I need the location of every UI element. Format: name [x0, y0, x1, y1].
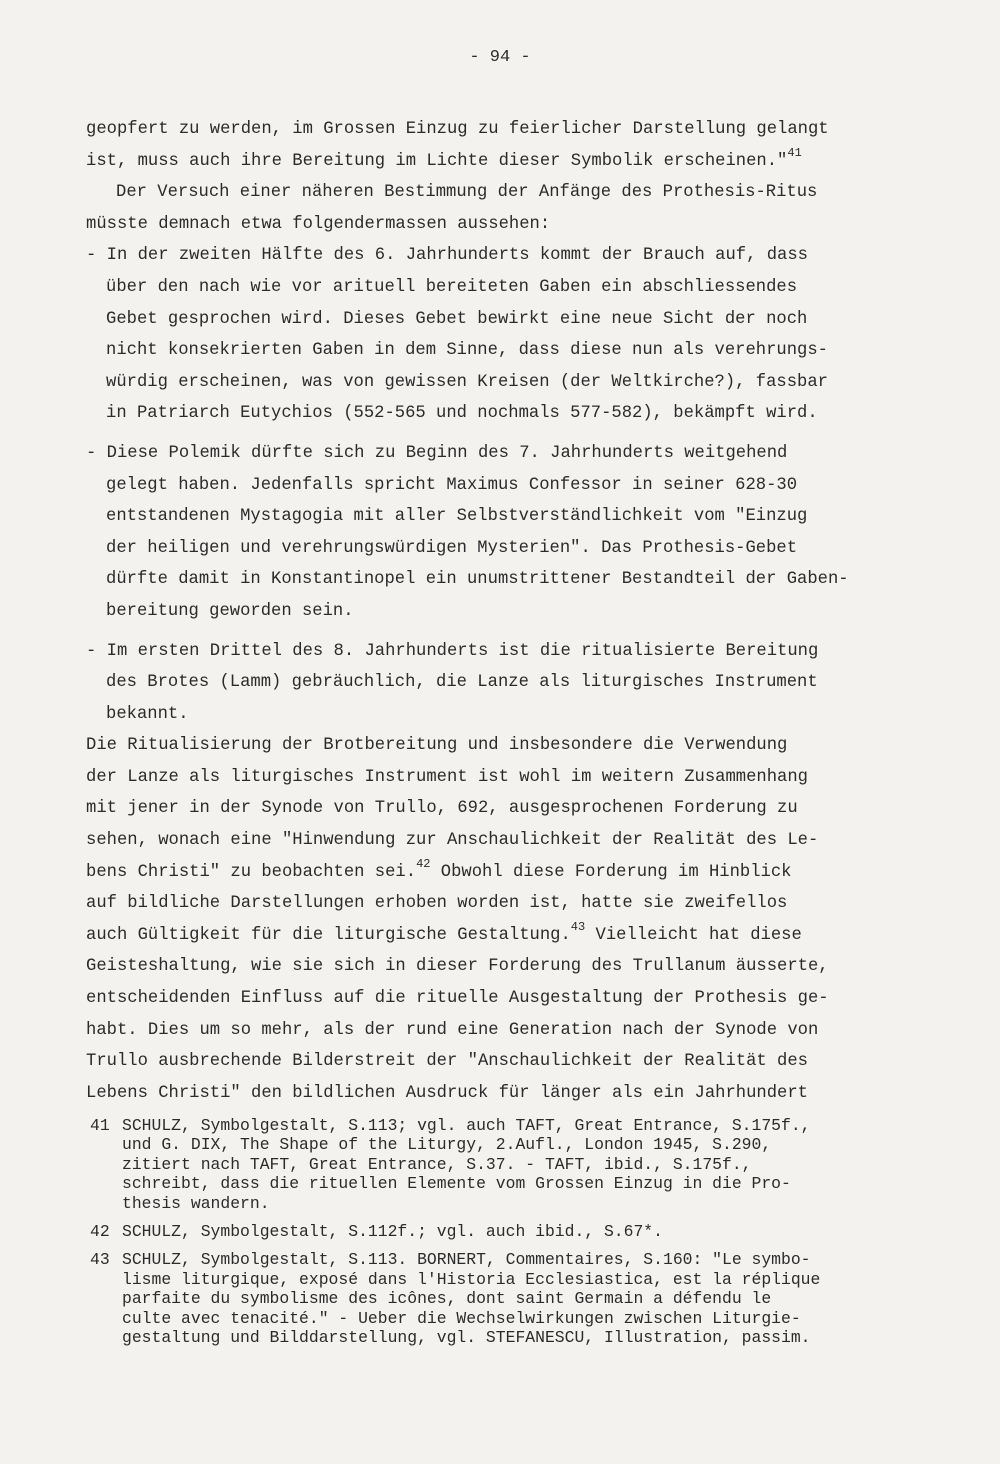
- body-line-text: auch Gültigkeit für die liturgische Gestaltung.: [86, 925, 571, 945]
- body-line: [86, 1078, 936, 1110]
- body-line: [86, 501, 936, 533]
- body-line: [86, 699, 936, 731]
- body-line-text: würdig erscheinen, was von gewissen Kreisen (der Weltkirche?), fassbar: [106, 372, 828, 392]
- body-line-text: bereitung geworden sein.: [106, 601, 354, 621]
- body-line: [86, 888, 936, 920]
- body-text: [86, 114, 936, 1109]
- body-line: [86, 1046, 936, 1078]
- body-line-text: Trullo ausbrechende Bilderstreit der "Anschaulichkeit der Realität des: [86, 1052, 808, 1072]
- body-line-text: der Lanze als liturgisches Instrument ist wohl im weitern Zusammenhang: [86, 767, 808, 787]
- body-line: [86, 470, 936, 502]
- body-line: [86, 564, 936, 596]
- body-line: [86, 636, 936, 668]
- body-line: [86, 146, 936, 178]
- body-line: [86, 438, 936, 470]
- body-line: [86, 367, 936, 399]
- body-line: [86, 209, 936, 241]
- footnote-reference: 43: [570, 919, 586, 934]
- body-line: [86, 177, 936, 209]
- footnote-number: 41: [90, 1116, 110, 1135]
- body-line-text: auf bildliche Darstellungen erhoben worden ist, hatte sie zweifellos: [86, 894, 788, 914]
- page-number: - 94 -: [469, 48, 531, 67]
- body-line: [86, 793, 936, 825]
- body-line-text: bens Christi" zu beobachten sei.: [86, 862, 417, 882]
- body-line-text: habt. Dies um so mehr, als der rund eine Generation nach der Synode von: [86, 1020, 819, 1040]
- body-line-text: mit jener in der Synode von Trullo, 692, ausgesprochenen Forderung zu: [86, 799, 798, 819]
- body-line-text: Vielleicht hat diese: [585, 925, 802, 945]
- footnote-line: SCHULZ, Symbolgestalt, S.112f.; vgl. auch ibid., S.67*.: [122, 1222, 663, 1242]
- body-line-text: bekannt.: [106, 704, 189, 724]
- body-line-text: nicht konsekrierten Gaben in dem Sinne, dass diese nun als verehrungs-: [106, 341, 828, 361]
- footnote-reference: 42: [416, 856, 431, 871]
- footnotes: [90, 1116, 950, 1356]
- body-line: [86, 398, 936, 430]
- footnote-line: und G. DIX, The Shape of the Liturgy, 2.Aufl., London 1945, S.290,: [122, 1135, 772, 1155]
- footnote-number: 43: [90, 1250, 110, 1270]
- footnote-line: thesis wandern.: [122, 1193, 270, 1213]
- body-line-text: geopfert zu werden, im Grossen Einzug zu feierlicher Darstellung gelangt: [86, 120, 829, 139]
- body-line-text: - Diese Polemik dürfte sich zu Beginn des 7. Jahrhunderts weitgehend: [86, 443, 788, 463]
- footnote-reference: 41: [787, 145, 802, 160]
- footnote-line: culte avec tenacité." - Ueber die Wechselwirkungen zwischen Liturgie-: [122, 1308, 801, 1328]
- footnote-line: zitiert nach TAFT, Great Entrance, S.37. - TAFT, ibid., S.175f.,: [122, 1154, 752, 1174]
- body-line: [86, 730, 936, 762]
- body-line-text: Gebet gesprochen wird. Dieses Gebet bewirkt eine neue Sicht der noch: [106, 309, 808, 329]
- body-line: [86, 951, 936, 983]
- footnote: [90, 1116, 950, 1213]
- footnote-line: gestaltung und Bilddarstellung, vgl. STEFANESCU, Illustration, passim.: [122, 1328, 811, 1348]
- body-line-text: sehen, wonach eine "Hinwendung zur Anschaulichkeit der Realität des Le-: [86, 831, 819, 851]
- body-line: [86, 983, 936, 1015]
- body-line: [86, 596, 936, 628]
- body-line: [86, 272, 936, 304]
- footnote-number: 42: [90, 1222, 110, 1242]
- body-line-text: über den nach wie vor arituell bereiteten Gaben ein abschliessendes: [106, 277, 798, 297]
- body-line-text: entscheidenden Einfluss auf die rituelle Ausgestaltung der Prothesis ge-: [86, 989, 829, 1009]
- body-line: [86, 762, 936, 794]
- body-line: [86, 240, 936, 272]
- body-line-text: gelegt haben. Jedenfalls spricht Maximus Confessor in seiner 628-30: [106, 475, 798, 495]
- body-line: [86, 304, 936, 336]
- body-line-text: Der Versuch einer näheren Bestimmung der Anfänge des Prothesis-Ritus: [116, 183, 818, 203]
- footnote-line: SCHULZ, Symbolgestalt, S.113. BORNERT, Commentaires, S.160: "Le symbo-: [122, 1250, 811, 1270]
- body-line: [86, 920, 936, 952]
- footnote-line: schreibt, dass die rituellen Elemente vom Grossen Einzug in die Pro-: [122, 1174, 791, 1194]
- footnote: [90, 1222, 950, 1241]
- body-line-text: dürfte damit in Konstantinopel ein unumstrittener Bestandteil der Gaben-: [106, 570, 849, 590]
- body-line-text: des Brotes (Lamm) gebräuchlich, die Lanze als liturgisches Instrument: [106, 673, 818, 693]
- footnote-line: lisme liturgique, exposé dans l'Historia Ecclesiastica, est la réplique: [122, 1269, 821, 1289]
- body-line-text: Geisteshaltung, wie sie sich in dieser Forderung des Trullanum äusserte,: [86, 957, 829, 977]
- body-line-text: ist, muss auch ihre Bereitung im Lichte dieser Symbolik erscheinen.": [86, 151, 788, 171]
- body-line-text: - In der zweiten Hälfte des 6. Jahrhunderts kommt der Brauch auf, dass: [86, 246, 808, 266]
- body-line-text: Obwohl diese Forderung im Hinblick: [430, 862, 792, 882]
- body-line: [86, 667, 936, 699]
- body-line-text: - Im ersten Drittel des 8. Jahrhunderts ist die ritualisierte Bereitung: [86, 641, 819, 661]
- body-line-text: Die Ritualisierung der Brotbereitung und insbesondere die Verwendung: [86, 736, 788, 756]
- body-line-text: der heiligen und verehrungswürdigen Mysterien". Das Prothesis-Gebet: [106, 538, 798, 558]
- body-line-text: in Patriarch Eutychios (552-565 und nochmals 577-582), bekämpft wird.: [106, 404, 818, 424]
- body-line-text: Lebens Christi" den bildlichen Ausdruck für länger als ein Jahrhundert: [86, 1083, 808, 1103]
- body-line-text: müsste demnach etwa folgendermassen aussehen:: [86, 214, 551, 234]
- body-line-text: entstandenen Mystagogia mit aller Selbstverständlichkeit vom "Einzug: [106, 507, 808, 527]
- body-line: [86, 825, 936, 857]
- body-line: [86, 857, 936, 889]
- footnote: [90, 1250, 950, 1347]
- footnote-line: parfaite du symbolisme des icônes, dont saint Germain a défendu le: [122, 1289, 772, 1309]
- body-line: [86, 533, 936, 565]
- body-line: [86, 114, 936, 146]
- body-line: [86, 1015, 936, 1047]
- footnote-line: SCHULZ, Symbolgestalt, S.113; vgl. auch TAFT, Great Entrance, S.175f.,: [122, 1116, 811, 1135]
- body-line: [86, 335, 936, 367]
